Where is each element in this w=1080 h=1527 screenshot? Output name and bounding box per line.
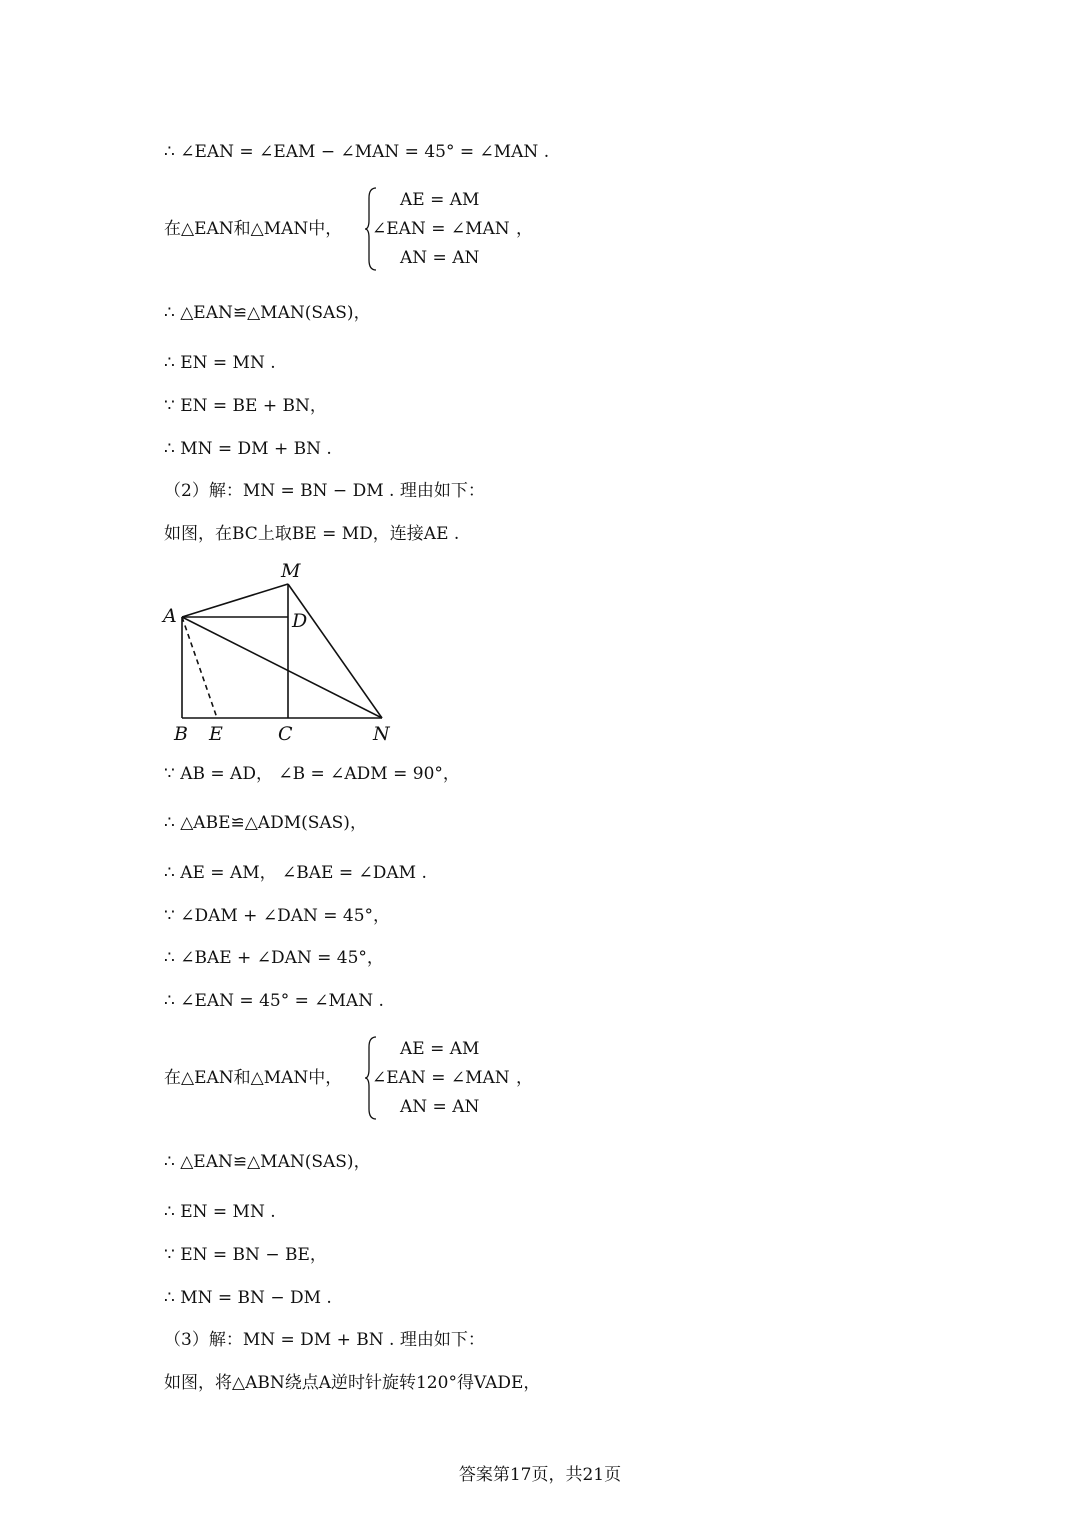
- proof-line: ∴ AE = AM， ∠BAE = ∠DAM .: [164, 863, 427, 883]
- proof-line: ∴ ∠BAE + ∠DAN = 45°，: [164, 948, 384, 968]
- proof-line: ∴ MN = BN − DM .: [164, 1288, 332, 1308]
- proof-line: 如图，在BC上取BE = MD，连接AE .: [164, 524, 460, 544]
- equation: AN = AN: [400, 248, 480, 268]
- segment-AM: [182, 584, 288, 617]
- point-label-C: C: [278, 723, 293, 745]
- proof-line: ∵ EN = BE + BN，: [164, 396, 327, 416]
- comma: ，: [516, 219, 533, 239]
- system-label: 在△EAN和△MAN中，: [164, 219, 343, 239]
- proof-line: ∵ ∠DAM + ∠DAN = 45°，: [164, 906, 391, 926]
- proof-line: ∴ EN = MN .: [164, 353, 276, 373]
- equation: ∠EAN = ∠MAN: [372, 219, 510, 239]
- equation: AE = AM: [400, 1039, 480, 1059]
- comma: ，: [516, 1068, 533, 1088]
- proof-line: ∴ ∠EAN = ∠EAM − ∠MAN = 45° = ∠MAN .: [164, 142, 550, 162]
- segment-MN: [288, 584, 382, 718]
- proof-line: ∴ △EAN≌△MAN(SAS)，: [164, 1152, 371, 1172]
- geometry-figure: [160, 558, 400, 748]
- point-label-E: E: [209, 723, 223, 745]
- proof-line: （3）解：MN = DM + BN . 理由如下：: [164, 1330, 485, 1350]
- proof-line: ∴ △ABE≌△ADM(SAS)，: [164, 813, 367, 833]
- page-footer: 答案第17页，共21页: [458, 1465, 622, 1485]
- proof-line: ∴ MN = DM + BN .: [164, 439, 332, 459]
- equation: AE = AM: [400, 190, 480, 210]
- point-label-N: N: [373, 723, 390, 745]
- proof-line: ∵ AB = AD， ∠B = ∠ADM = 90°，: [164, 764, 460, 784]
- point-label-M: M: [281, 560, 301, 582]
- proof-line: ∴ ∠EAN = 45° = ∠MAN .: [164, 991, 384, 1011]
- proof-line: ∵ EN = BN − BE，: [164, 1245, 327, 1265]
- point-label-A: A: [163, 605, 177, 627]
- point-label-D: D: [292, 610, 308, 632]
- point-label-B: B: [174, 723, 188, 745]
- proof-line: ∴ EN = MN .: [164, 1202, 276, 1222]
- equation: ∠EAN = ∠MAN: [372, 1068, 510, 1088]
- equation-system-1: [164, 184, 584, 274]
- proof-line: （2）解：MN = BN − DM . 理由如下：: [164, 481, 485, 501]
- system-label: 在△EAN和△MAN中，: [164, 1068, 343, 1088]
- equation-system-2: [164, 1033, 584, 1123]
- proof-line: 如图，将△ABN绕点A逆时针旋转120°得VADE，: [164, 1373, 541, 1393]
- proof-line: ∴ △EAN≌△MAN(SAS)，: [164, 303, 371, 323]
- equation: AN = AN: [400, 1097, 480, 1117]
